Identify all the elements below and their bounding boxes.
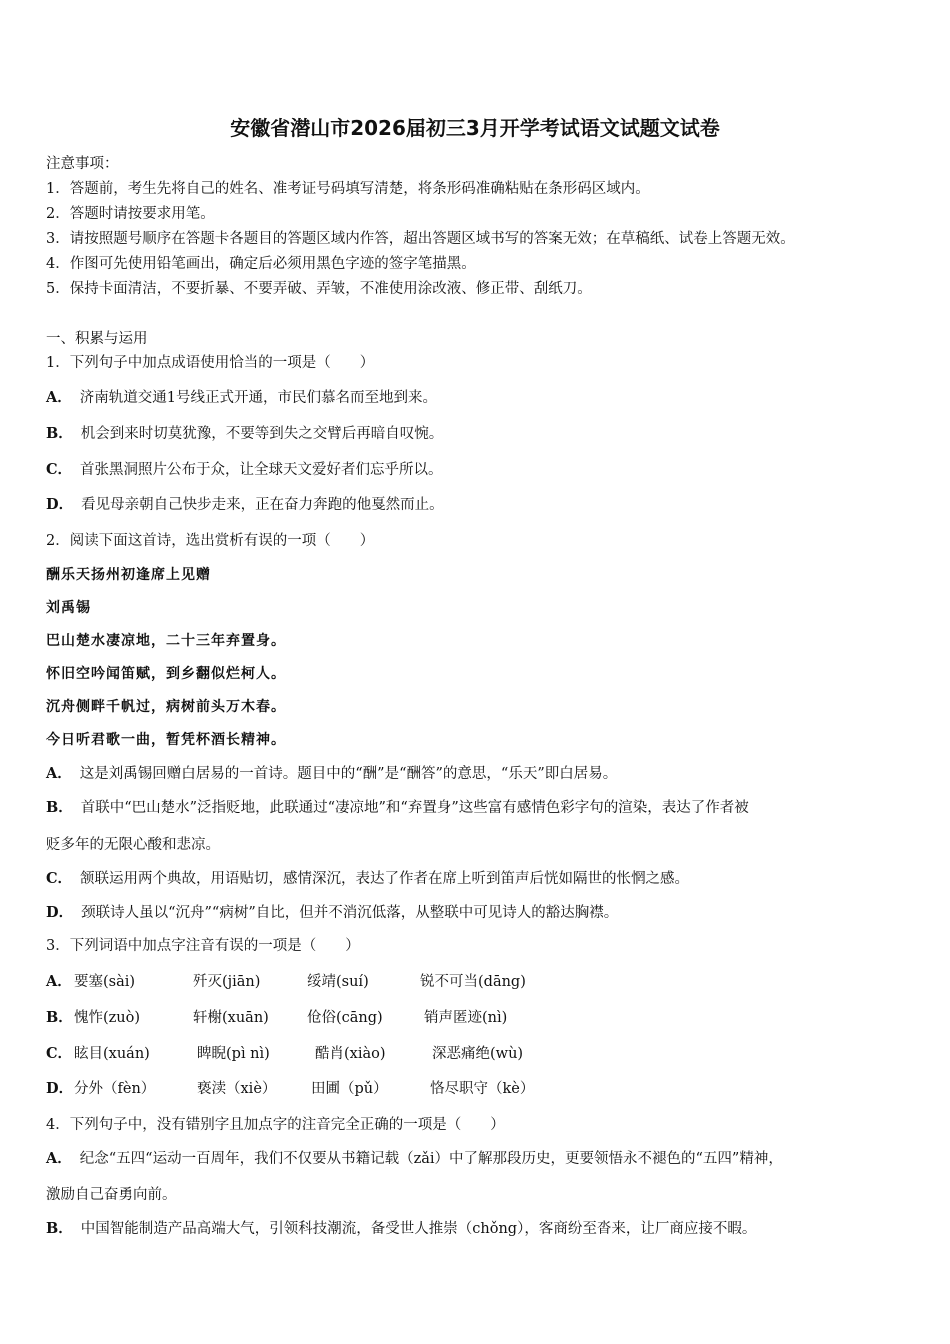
q1-stem: 1．下列句子中加点成语使用恰当的一项是（ ） [46,355,375,371]
q1-option-d [46,493,444,514]
q2-option-b-cont: 贬多年的无限心酸和悲凉。 [46,837,220,853]
option-text: 中国智能制造产品高端大气，引领科技潮流，备受世人推崇（chǒng），客商纷至沓来，让厂商应接不暇。 [80,1221,757,1237]
q3-word: 伧俗(cāng) [307,1010,383,1026]
option-text: 机会到来时切莫犹豫，不要等到失之交臂后再暗自叹惋。 [80,426,444,442]
note-item-1: 1．答题前，考生先将自己的姓名、准考证号码填写清楚，将条形码准确粘贴在条形码区域内。 [46,181,650,197]
option-text: 首张黑洞照片公布于众，让全球天文爱好者们忘乎所以。 [80,462,443,478]
option-label: A． [46,389,72,406]
option-label: A． [46,765,72,782]
q3-stem: 3．下列词语中加点字注音有误的一项是（ ） [46,938,360,954]
q1-option-c [46,458,443,479]
q3-word: 眩目(xuán) [74,1046,150,1062]
option-label: B． [46,1220,73,1237]
q3-word: 歼灭(jiān) [193,974,261,990]
q3-word: 睥睨(pì nì) [197,1046,270,1062]
poem-line-1: 巴山楚水凄凉地，二十三年弃置身。 [46,633,286,649]
q3-word: 锐不可当(dāng) [420,974,526,990]
option-text: 颈联诗人虽以“沉舟”“病树”自比，但并不消沉低落，从整联中可见诗人的豁达胸襟。 [81,905,619,921]
section-heading: 一、积累与运用 [46,331,148,347]
option-label: C． [46,870,73,887]
option-text: 这是刘禹锡回赠白居易的一首诗。题目中的“酬”是“酬答”的意思，“乐天”即白居易。 [79,766,618,782]
option-label: C． [46,461,73,478]
page-title: 安徽省潜山市2026届初三3月开学考试语文试题文试卷 [230,116,720,140]
note-item-2: 2．答题时请按要求用笔。 [46,206,215,222]
note-item-3: 3．请按照题号顺序在答题卡各题目的答题区域内作答，超出答题区域书写的答案无效；在草稿纸、试卷上答题无效。 [46,231,795,247]
option-label: D． [46,1080,74,1097]
q2-option-d [46,901,618,922]
q2-option-a [46,762,617,783]
poem-author: 刘禹锡 [46,600,91,616]
q1-option-b [46,422,443,443]
option-label: D． [46,904,74,921]
poem-line-2: 怀旧空吟闻笛赋，到乡翻似烂柯人。 [46,666,286,682]
q3-word: 轩榭(xuān) [193,1010,269,1026]
q3-word: 深恶痛绝(wù) [432,1046,524,1062]
q3-word: 田圃（pǔ） [311,1081,388,1097]
option-label: A． [46,1150,72,1167]
q3-word: 亵渎（xiè） [197,1081,277,1097]
q3-word: 销声匿迹(nì) [424,1010,508,1026]
option-label: B． [46,799,73,816]
q3-word: 酷肖(xiào) [315,1046,386,1062]
q3-word: 分外（fèn） [74,1081,156,1097]
q4-option-b [46,1217,756,1238]
poem-title: 酬乐天扬州初逢席上见赠 [46,567,211,583]
poem-line-4: 今日听君歌一曲，暂凭杯酒长精神。 [46,732,286,748]
q4-option-a [46,1147,783,1168]
option-text: 纪念“五四“运动一百周年，我们不仅要从书籍记载（zǎi）中了解那段历史，更要领悟永不褪色的“五四”精神， [79,1151,783,1167]
option-label: D． [46,496,74,513]
q3-word: 恪尽职守（kè） [430,1081,535,1097]
option-text: 颔联运用两个典故，用语贴切，感情深沉，表达了作者在席上听到笛声后恍如隔世的怅惘之感。 [80,871,690,887]
option-label: B． [46,425,73,442]
option-text: 首联中“巴山楚水”泛指贬地，此联通过“凄凉地”和“弃置身”这些富有感情色彩字句的渲染，表达了作者被 [80,800,749,816]
q4-option-a-cont: 激励自己奋勇向前。 [46,1187,177,1203]
q3-word: 要塞(sài) [74,974,136,990]
option-text: 济南轨道交通1号线正式开通，市民们慕名而至地到来。 [79,390,437,406]
poem-line-3: 沉舟侧畔千帆过，病树前头万木春。 [46,699,286,715]
option-label: C． [46,1045,73,1062]
notes-heading: 注意事项： [46,156,119,172]
option-label: B． [46,1009,73,1026]
q3-word: 绥靖(suí) [307,974,369,990]
q3-word: 愧怍(zuò) [74,1010,141,1026]
q2-option-b [46,796,749,817]
option-text: 看见母亲朝自己快步走来，正在奋力奔跑的他戛然而止。 [81,497,444,513]
q4-stem: 4．下列句子中，没有错别字且加点字的注音完全正确的一项是（ ） [46,1117,505,1133]
note-item-4: 4．作图可先使用铅笔画出，确定后必须用黑色字迹的签字笔描黑。 [46,256,476,272]
q2-stem: 2．阅读下面这首诗，选出赏析有误的一项（ ） [46,533,375,549]
q1-option-a [46,386,437,407]
option-label: A． [46,973,72,990]
note-item-5: 5．保持卡面清洁，不要折暴、不要弄破、弄皱，不准使用涂改液、修正带、刮纸刀。 [46,281,592,297]
q2-option-c [46,867,689,888]
